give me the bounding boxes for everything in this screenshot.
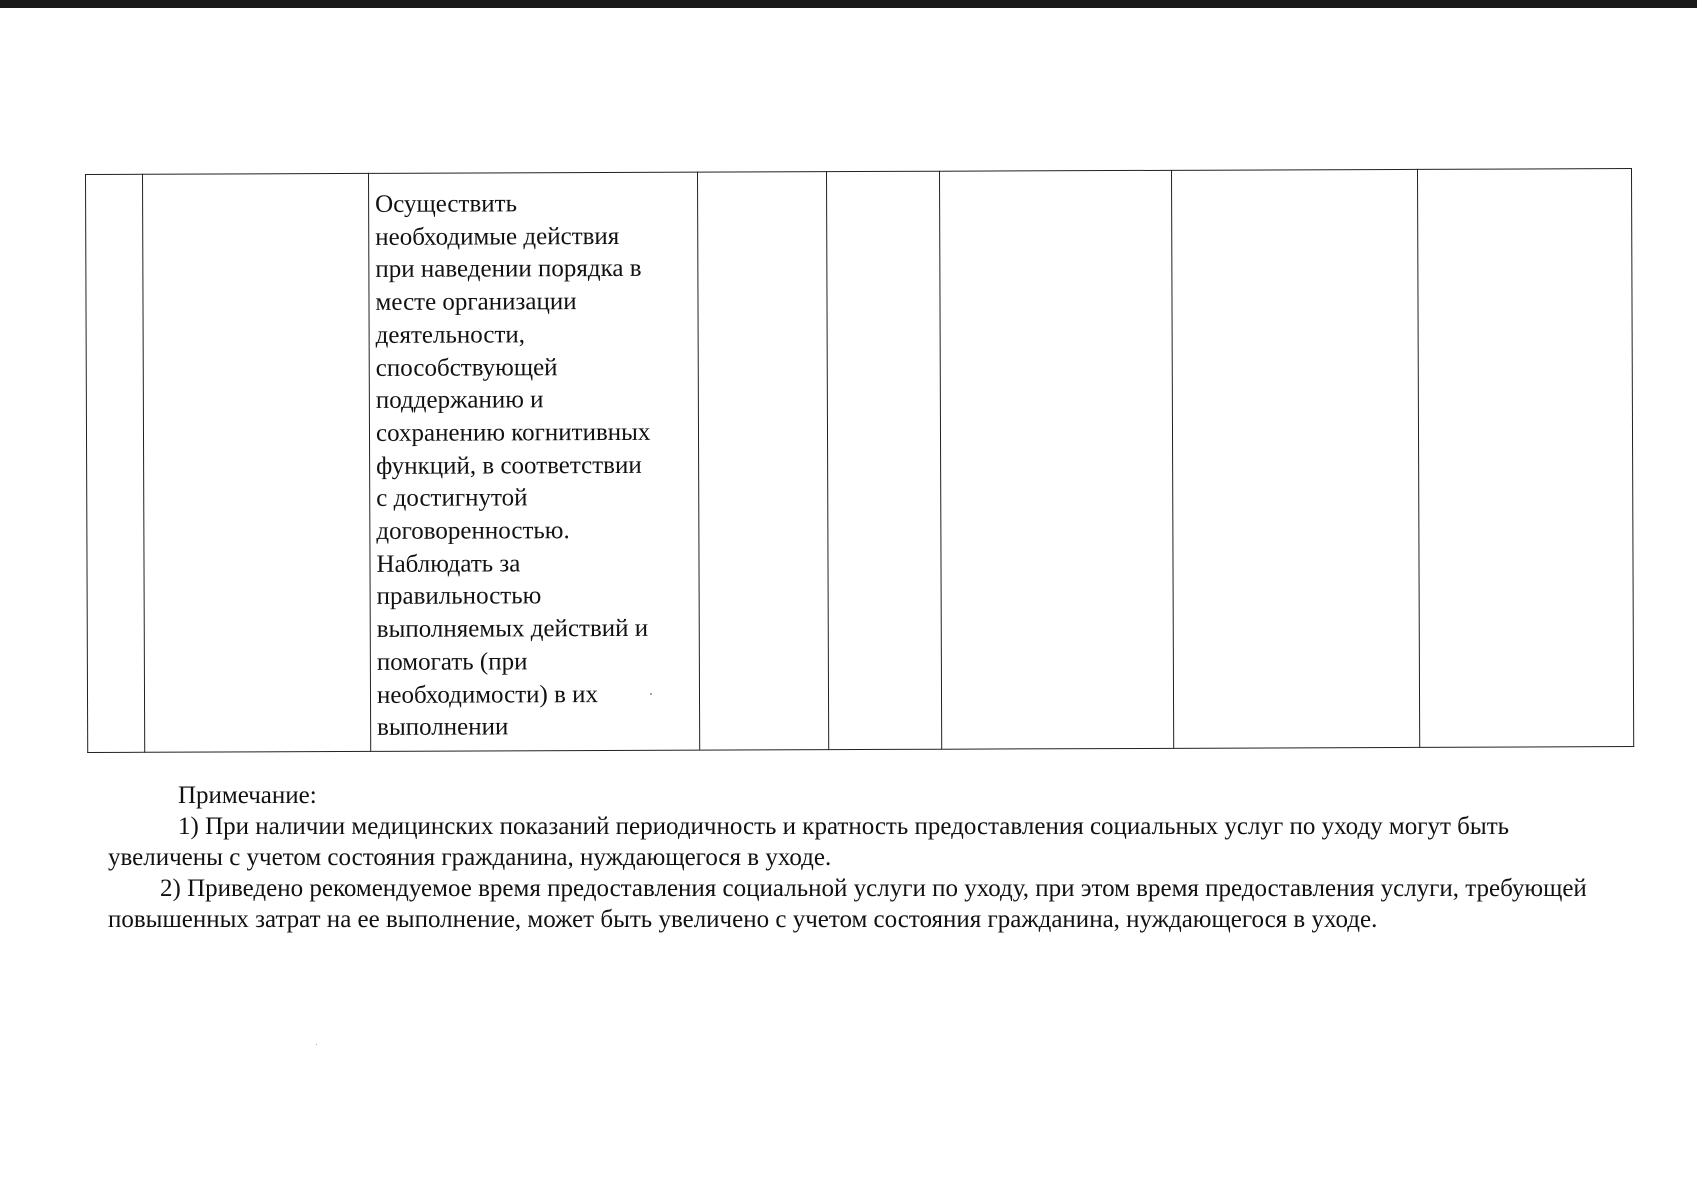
cell-service-name bbox=[143, 173, 371, 752]
note-item-1: 1) При наличии медицинских показаний периодичность и кратность предоставления социальных услуг по уходу могут быть увеличены с учетом состояния гражданина, нуждающегося в уходе. bbox=[108, 813, 1510, 871]
cell-empty-5 bbox=[826, 171, 941, 749]
table-row bbox=[86, 169, 1634, 753]
services-table bbox=[85, 168, 1634, 753]
scan-speck bbox=[650, 693, 652, 695]
cell-empty-6 bbox=[939, 170, 1173, 749]
scan-edge-bar bbox=[0, 0, 1697, 8]
cell-service-description: Осуществить необходимые действия при наведении порядка в месте организации деятельности, способствующей поддержанию и сохранению когнитивных функций, в соответствии с достигнутой договоренностью. Наблюдать за правильностью выполняемых действий и помогать (при необходимости) в их выполнении bbox=[368, 172, 699, 751]
note-heading: Примечание: bbox=[178, 782, 317, 809]
note-item-2: 2) Приведено рекомендуемое время предоставления социальной услуги по уходу, при этом время предоставления услуги, требующей повышенных затрат на ее выполнение, может быть увеличено с учетом состояния гражданина, нуждающегося в уходе. bbox=[108, 875, 1587, 933]
note-section bbox=[108, 780, 1608, 935]
cell-empty-8 bbox=[1417, 169, 1633, 748]
cell-empty-4 bbox=[697, 172, 828, 750]
scan-speck bbox=[316, 1044, 317, 1045]
cell-empty-7 bbox=[1171, 169, 1419, 748]
cell-number bbox=[86, 174, 145, 752]
